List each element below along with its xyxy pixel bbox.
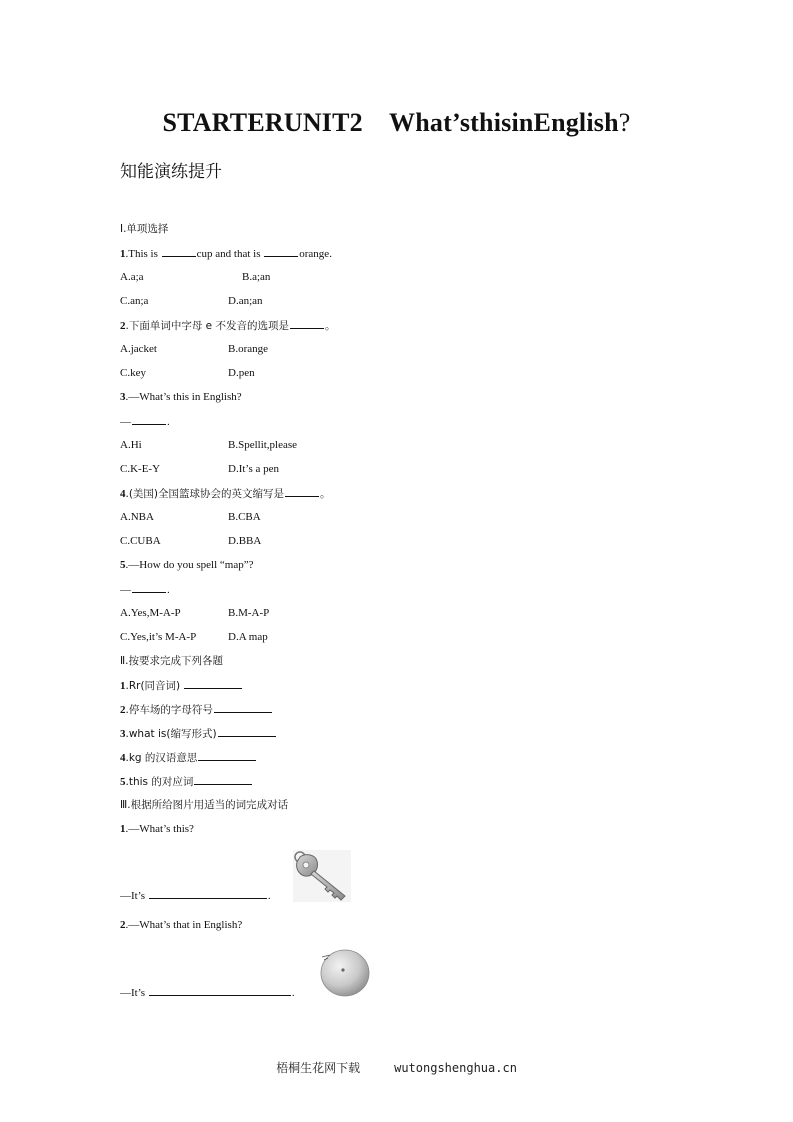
item-text: .停车场的字母符号 — [125, 704, 213, 716]
option-a: A.a;a — [120, 271, 144, 283]
option-a: A.Yes,M-A-P — [120, 607, 181, 619]
question-2-options-row-2 — [120, 366, 255, 380]
answer-blank — [290, 318, 324, 329]
answer-blank — [198, 750, 256, 761]
answer-blank — [214, 702, 272, 713]
option-c: C.CUBA — [120, 535, 161, 547]
option-c: C.an;a — [120, 295, 149, 307]
item-number: 1 — [120, 823, 126, 835]
item-text: .this 的对应词 — [125, 776, 194, 788]
item-text: .kg 的汉语意思 — [125, 752, 198, 764]
question-end: . — [167, 584, 170, 596]
fill-item-5 — [120, 774, 253, 789]
option-a: A.jacket — [120, 343, 157, 355]
item-number: 5 — [120, 776, 126, 788]
dialogue-2-answer — [120, 985, 295, 1000]
option-c: C.key — [120, 367, 146, 379]
question-4 — [120, 486, 331, 501]
question-number: 2 — [120, 320, 126, 332]
item-text: .what is(缩写形式) — [125, 728, 217, 740]
item-number: 3 — [120, 728, 126, 740]
question-number: 3 — [120, 391, 126, 403]
option-c: C.K-E-Y — [120, 463, 161, 475]
question-number: 4 — [120, 488, 126, 500]
section-3-heading: Ⅲ.根据所给图片用适当的词完成对话 — [120, 799, 289, 811]
question-1-options-row-2 — [120, 294, 263, 308]
option-d: D.A map — [228, 631, 268, 643]
item-number: 2 — [120, 704, 126, 716]
dialogue-question: .—What’s this? — [125, 823, 194, 835]
question-2-options-row-1 — [120, 342, 269, 356]
question-5-options-row-2 — [120, 630, 268, 644]
option-d: D.BBA — [228, 535, 262, 547]
answer-blank — [132, 582, 166, 593]
dialogue-end: . — [291, 987, 295, 999]
question-text: orange. — [299, 248, 332, 260]
dialogue-answer-prefix: —It’s — [120, 987, 148, 999]
option-a: A.NBA — [120, 511, 154, 523]
fill-item-2 — [120, 702, 273, 717]
item-text: .Rr(同音词) — [125, 680, 184, 692]
question-end: 。 — [324, 320, 336, 332]
option-b: B.orange — [228, 343, 269, 355]
question-4-options-row-1 — [120, 510, 261, 524]
answer-blank — [149, 888, 267, 899]
dialogue-end: . — [267, 890, 271, 902]
answer-blank — [149, 985, 291, 996]
question-5-options-row-1 — [120, 606, 270, 620]
question-5-answer-line — [120, 582, 170, 597]
page-footer — [0, 1059, 793, 1076]
fill-item-1 — [120, 678, 243, 693]
answer-blank — [194, 774, 252, 785]
section-1-heading: Ⅰ.单项选择 — [120, 223, 169, 235]
question-2 — [120, 318, 335, 333]
dialogue-question: .—What’s that in English? — [125, 919, 243, 931]
option-b: B.M-A-P — [228, 607, 270, 619]
answer-blank — [132, 414, 166, 425]
orange-icon — [316, 945, 372, 999]
question-3-options-row-1 — [120, 438, 298, 452]
question-3 — [120, 390, 242, 404]
page-title — [0, 102, 793, 139]
dialogue-dash: — — [120, 584, 131, 596]
question-text: .—What’s this in English? — [125, 391, 242, 403]
question-3-answer-line — [120, 414, 170, 429]
dialogue-1-answer — [120, 888, 271, 903]
question-number: 5 — [120, 559, 126, 571]
section-2-heading: Ⅱ.按要求完成下列各题 — [120, 655, 224, 667]
question-text: .—How do you spell “map”? — [125, 559, 254, 571]
item-number: 2 — [120, 919, 126, 931]
question-text: cup and that is — [196, 248, 264, 260]
dialogue-answer-prefix: —It’s — [120, 890, 148, 902]
fill-item-3 — [120, 726, 277, 741]
item-number: 1 — [120, 680, 126, 692]
title-text: STARTERUNIT2 What’sthisinEnglish — [162, 108, 619, 137]
answer-blank — [218, 726, 276, 737]
question-end: . — [167, 416, 170, 428]
option-b: B.Spellit,please — [228, 439, 298, 451]
key-icon — [293, 850, 351, 902]
item-number: 4 — [120, 752, 126, 764]
title-question-mark: ? — [618, 108, 631, 137]
question-text: .下面单词中字母 e 不发音的选项是 — [125, 320, 289, 332]
option-a: A.Hi — [120, 439, 142, 451]
question-5 — [120, 558, 254, 572]
footer-site-name: 梧桐生花网下载 — [276, 1061, 361, 1075]
option-c: C.Yes,it’s M-A-P — [120, 631, 197, 643]
question-number: 1 — [120, 248, 126, 260]
footer-url: wutongshenghua.cn — [394, 1061, 517, 1075]
option-b: B.a;an — [242, 271, 271, 283]
question-3-options-row-2 — [120, 462, 280, 476]
dialogue-dash: — — [120, 416, 131, 428]
question-text: .(美国)全国篮球协会的英文缩写是 — [125, 488, 285, 500]
answer-blank — [184, 678, 242, 689]
question-4-options-row-2 — [120, 534, 262, 548]
question-text: .This is — [125, 248, 161, 260]
option-d: D.an;an — [228, 295, 263, 307]
answer-blank — [285, 486, 319, 497]
option-d: D.pen — [228, 367, 255, 379]
option-d: D.It’s a pen — [228, 463, 280, 475]
answer-blank — [264, 246, 298, 257]
dialogue-2-question — [120, 918, 242, 932]
page-subtitle: 知能演练提升 — [120, 162, 222, 182]
fill-item-4 — [120, 750, 257, 765]
question-1 — [120, 246, 332, 261]
question-end: 。 — [320, 488, 331, 500]
dialogue-1-question — [120, 822, 194, 836]
answer-blank — [162, 246, 196, 257]
option-b: B.CBA — [228, 511, 261, 523]
question-1-options-row-1 — [120, 270, 271, 284]
